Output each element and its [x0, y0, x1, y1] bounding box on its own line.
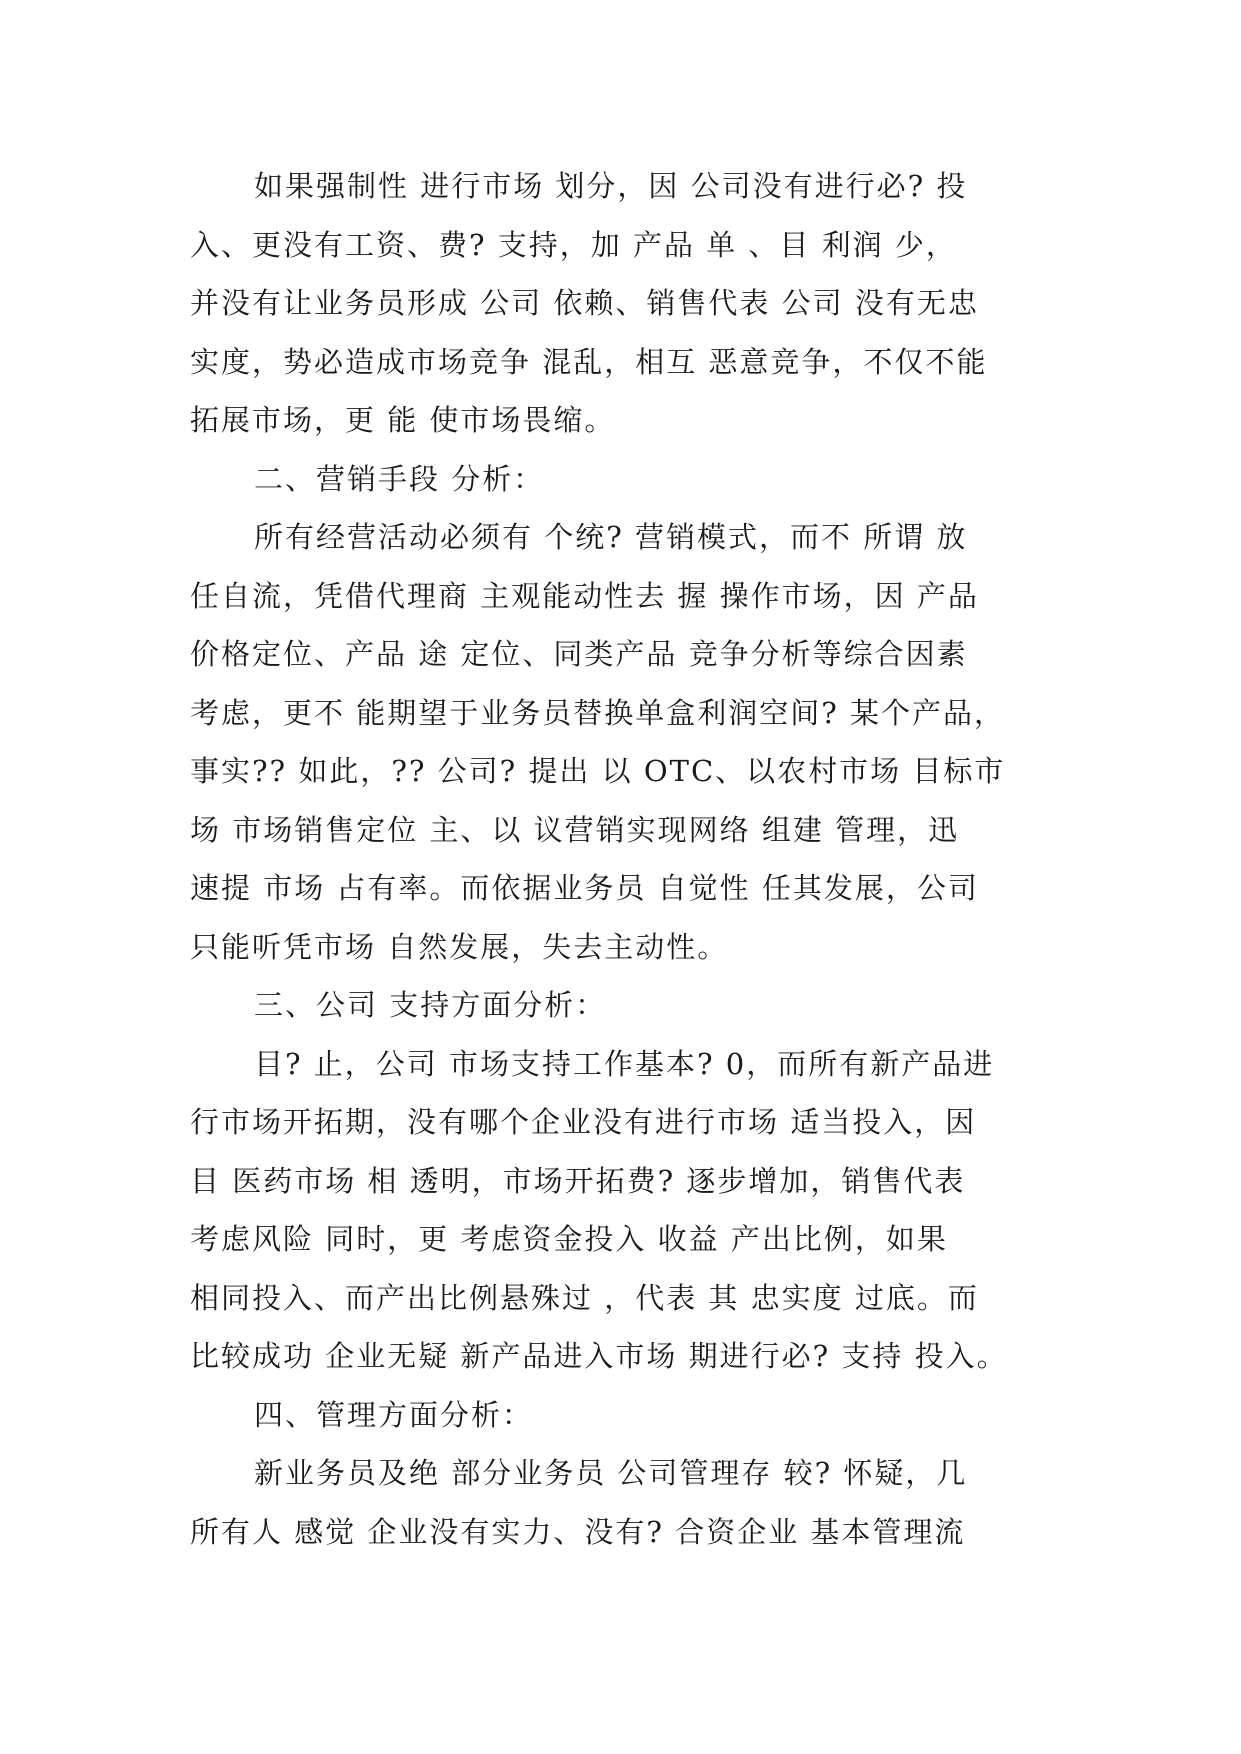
paragraph-line: 并没有让业务员形成 公司 依赖、销售代表 公司 没有无忠 — [190, 286, 979, 320]
paragraph-first-line: 四、管理方面分析： — [254, 1397, 534, 1432]
paragraph-line: 速提 市场 占有率。而依据业务员 自觉性 任其发展，公司 — [190, 871, 979, 905]
paragraph-first-line: 二、营销手段 分析： — [254, 461, 545, 496]
paragraph-line: 只能听凭市场 自然发展，失去主动性。 — [190, 929, 729, 964]
paragraph-line: 入、更没有工资、费? 支持，加 产品 单 、目 利润 少， — [190, 227, 957, 262]
document-body — [190, 157, 1070, 1561]
paragraph-line: 考虑，更不 能期望于业务员替换单盒利润空间? 某个产品， — [190, 695, 1005, 730]
paragraph-first-line: 目? 止，公司 市场支持工作基本? 0，而所有新产品进 — [254, 1046, 995, 1081]
paragraph-line: 价格定位、产品 途 定位、同类产品 竞争分析等综合因素 — [190, 637, 968, 671]
paragraph-line: 场 市场销售定位 主、以 议营销实现网络 组建 管理，迅 — [190, 812, 960, 847]
paragraph-line: 事实?? 如此，?? 公司? 提出 以 OTC、以农村市场 目标市 — [190, 754, 1006, 788]
paragraph-first-line: 如果强制性 进行市场 划分，因 公司没有进行必? 投 — [254, 169, 968, 203]
paragraph-line: 拓展市场，更 能 使市场畏缩。 — [190, 403, 616, 437]
paragraph-line: 行市场开拓期，没有哪个企业没有进行市场 适当投入，因 — [190, 1105, 977, 1139]
paragraph-line: 比较成功 企业无疑 新产品进入市场 期进行必? 支持 投入。 — [190, 1339, 1008, 1373]
paragraph-line: 实度，势必造成市场竞争 混乱，相互 恶意竞争，不仅不能 — [190, 344, 988, 379]
paragraph-first-line: 三、公司 支持方面分析： — [254, 988, 607, 1022]
paragraph-line: 目 医药市场 相 透明，市场开拓费? 逐步增加，销售代表 — [190, 1163, 966, 1198]
paragraph-line: 考虑风险 同时，更 考虑资金投入 收益 产出比例，如果 — [190, 1222, 948, 1256]
paragraph-line: 所有人 感觉 企业没有实力、没有? 合资企业 基本管理流 — [190, 1514, 966, 1549]
paragraph-first-line: 新业务员及绝 部分业务员 公司管理存 较? 怀疑，几 — [254, 1456, 968, 1490]
paragraph-line: 相同投入、而产出比例悬殊过 ，代表 其 忠实度 过底。而 — [190, 1280, 979, 1315]
paragraph-first-line: 所有经营活动必须有 个统? 营销模式，而不 所谓 放 — [254, 520, 968, 554]
paragraph-line: 任自流，凭借代理商 主观能动性去 握 操作市场，因 产品 — [190, 578, 979, 613]
